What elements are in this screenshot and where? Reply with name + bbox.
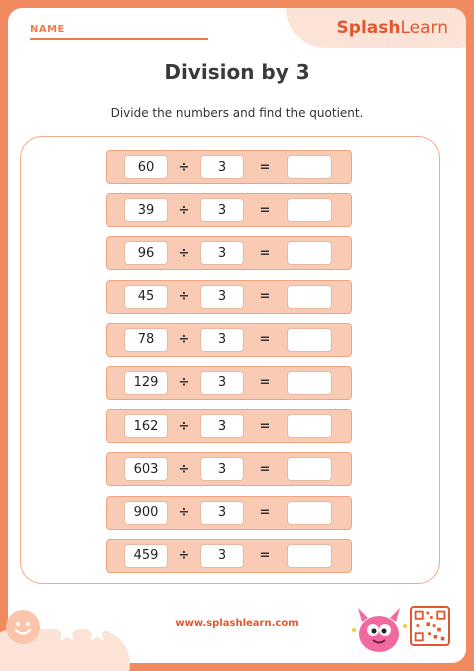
equals-sign: = xyxy=(259,461,271,477)
answer-box[interactable] xyxy=(287,457,332,481)
problem-row xyxy=(106,193,352,227)
dividend-box: 45 xyxy=(124,285,168,309)
divide-sign: ÷ xyxy=(178,375,190,391)
divide-sign: ÷ xyxy=(178,289,190,305)
problem-row xyxy=(106,236,352,270)
equals-sign: = xyxy=(259,548,271,564)
problem-row xyxy=(106,539,352,573)
brand-light: Learn xyxy=(400,18,448,38)
qr-code-icon xyxy=(410,606,450,646)
dividend-box: 900 xyxy=(124,501,168,525)
problem-row xyxy=(106,150,352,184)
problem-row xyxy=(106,323,352,357)
equals-sign: = xyxy=(259,289,271,305)
equals-sign: = xyxy=(259,245,271,261)
dividend-box: 60 xyxy=(124,155,168,179)
divide-sign: ÷ xyxy=(178,159,190,175)
answer-box[interactable] xyxy=(287,285,332,309)
problem-row xyxy=(106,280,352,314)
dividend-box: 39 xyxy=(124,198,168,222)
answer-box[interactable] xyxy=(287,371,332,395)
divisor-box: 3 xyxy=(200,328,244,352)
problem-row xyxy=(106,496,352,530)
equals-sign: = xyxy=(259,505,271,520)
answer-box[interactable] xyxy=(287,414,332,438)
name-line xyxy=(30,38,208,40)
equals-sign: = xyxy=(259,332,271,348)
equals-sign: = xyxy=(259,202,271,218)
dividend-box: 78 xyxy=(124,328,168,352)
divide-sign: ÷ xyxy=(178,461,190,477)
dividend-box: 603 xyxy=(124,457,168,481)
divisor-box: 3 xyxy=(200,544,244,568)
brand-bold: Splash xyxy=(336,18,401,38)
dividend-box: 96 xyxy=(124,241,168,265)
divide-sign: ÷ xyxy=(178,505,190,520)
problem-row xyxy=(106,366,352,400)
answer-box[interactable] xyxy=(287,501,332,525)
problem-row xyxy=(106,409,352,443)
divisor-box: 3 xyxy=(200,198,244,222)
divisor-box: 3 xyxy=(200,285,244,309)
equals-sign: = xyxy=(259,159,271,175)
equals-sign: = xyxy=(259,375,271,391)
footer-url: www.splashlearn.com xyxy=(175,618,299,629)
name-label: NAME xyxy=(30,24,65,35)
brand-logo xyxy=(337,18,448,38)
dividend-box: 459 xyxy=(124,544,168,568)
divide-sign: ÷ xyxy=(178,245,190,261)
divisor-box: 3 xyxy=(200,155,244,179)
answer-box[interactable] xyxy=(287,198,332,222)
divisor-box: 3 xyxy=(200,501,244,525)
divide-sign: ÷ xyxy=(178,548,190,564)
divisor-box: 3 xyxy=(200,371,244,395)
divide-sign: ÷ xyxy=(178,418,190,434)
divide-sign: ÷ xyxy=(178,332,190,348)
divisor-box: 3 xyxy=(200,457,244,481)
dividend-box: 129 xyxy=(124,371,168,395)
page-title: Division by 3 xyxy=(164,60,310,84)
problem-row xyxy=(106,452,352,486)
dividend-box: 162 xyxy=(124,414,168,438)
problem-list xyxy=(106,150,352,582)
equals-sign: = xyxy=(259,418,271,434)
answer-box[interactable] xyxy=(287,155,332,179)
divisor-box: 3 xyxy=(200,241,244,265)
divide-sign: ÷ xyxy=(178,202,190,218)
answer-box[interactable] xyxy=(287,544,332,568)
answer-box[interactable] xyxy=(287,328,332,352)
divisor-box: 3 xyxy=(200,414,244,438)
monster-mascot-icon xyxy=(348,600,410,655)
instruction-text: Divide the numbers and find the quotient. xyxy=(110,106,364,120)
answer-box[interactable] xyxy=(287,241,332,265)
